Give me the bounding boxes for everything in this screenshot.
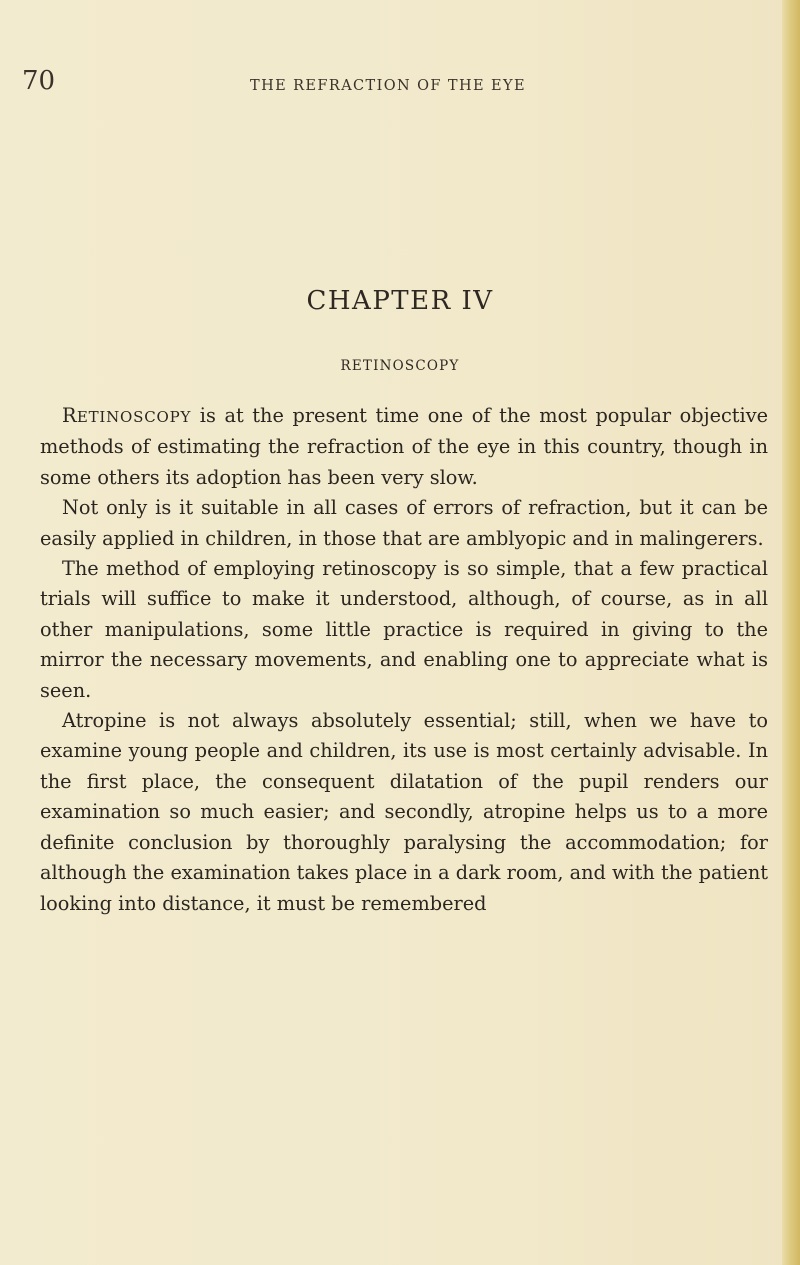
paragraph-3: The method of employing retinoscopy is so simple, that a few practical trials will suffice to make it understood, although, of course, as in all other manipulations, some little practice is required in giving to the mirror the necessary movements, and enabling one to appreciate what is seen.: [40, 557, 768, 702]
lead-initial: R: [62, 404, 77, 427]
paragraph-1: [40, 401, 768, 493]
section-title: RETINOSCOPY: [340, 358, 460, 374]
body-text: [40, 401, 768, 919]
page-number: 70: [22, 66, 56, 96]
lead-small-caps: ETINOSCOPY: [76, 408, 192, 426]
page-edge: [782, 0, 800, 1265]
chapter-title: CHAPTER IV: [306, 286, 494, 316]
paragraph-4: Atropine is not always absolutely essential; still, when we have to examine young people and children, its use is most certainly advisable. In the first place, the consequent dilatation of the pupil renders our examination so much easier; and secondly, atropine helps us to a more definite conclusion by thoroughly paralysing the accommodation; for although the examination takes place in a dark room, and with the patient looking into distance, it must be remembered: [40, 709, 768, 915]
paragraph-1-text: is at the present time one of the most popular objective methods of estimating the refraction of the eye in this country, though in some others its adoption has been very slow.: [40, 404, 768, 489]
paragraph-2: Not only is it suitable in all cases of errors of refraction, but it can be easily applied in children, in those that are amblyopic and in malingerers.: [40, 496, 768, 550]
running-head: THE REFRACTION OF THE EYE: [250, 78, 526, 94]
